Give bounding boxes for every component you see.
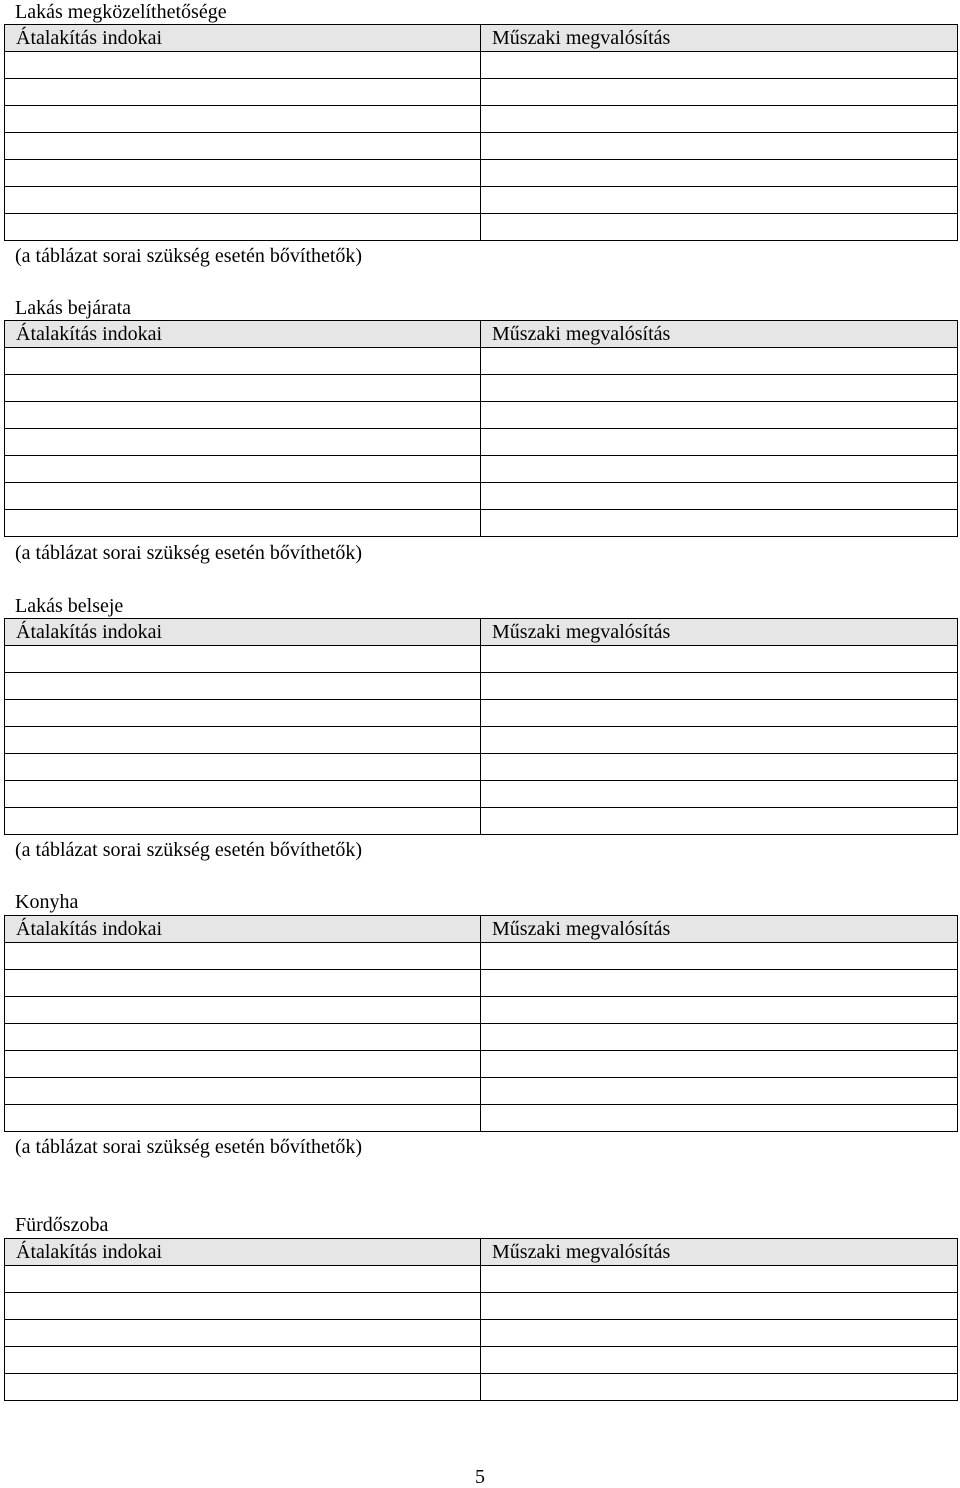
technical-cell[interactable]	[481, 133, 958, 160]
table-header-row	[5, 619, 958, 646]
page-number: 5	[475, 1466, 485, 1488]
header-technical: Műszaki megvalósítás	[481, 25, 958, 52]
table-row[interactable]	[5, 1320, 958, 1347]
table-row[interactable]	[5, 483, 958, 510]
technical-cell[interactable]	[481, 1347, 958, 1374]
technical-cell[interactable]	[481, 700, 958, 727]
table-row[interactable]	[5, 646, 958, 673]
table-note: (a táblázat sorai szükség esetén bővíthetők)	[15, 839, 363, 861]
table-row[interactable]	[5, 402, 958, 429]
reason-cell[interactable]	[5, 781, 481, 808]
section-title: Konyha	[15, 891, 79, 913]
table-row[interactable]	[5, 1105, 958, 1132]
technical-cell[interactable]	[481, 1105, 958, 1132]
reason-cell[interactable]	[5, 943, 481, 970]
form-table	[4, 1238, 958, 1401]
technical-cell[interactable]	[481, 187, 958, 214]
technical-cell[interactable]	[481, 106, 958, 133]
header-reasons: Átalakítás indokai	[5, 321, 481, 348]
form-table	[4, 618, 958, 835]
reason-cell[interactable]	[5, 646, 481, 673]
reason-cell[interactable]	[5, 1024, 481, 1051]
table-note: (a táblázat sorai szükség esetén bővíthetők)	[15, 245, 363, 267]
technical-cell[interactable]	[481, 429, 958, 456]
reason-cell[interactable]	[5, 673, 481, 700]
table-row[interactable]	[5, 1374, 958, 1401]
reason-cell[interactable]	[5, 1051, 481, 1078]
technical-cell[interactable]	[481, 646, 958, 673]
form-table	[4, 915, 958, 1132]
reason-cell[interactable]	[5, 970, 481, 997]
table-row[interactable]	[5, 700, 958, 727]
reason-cell[interactable]	[5, 727, 481, 754]
reason-cell[interactable]	[5, 1266, 481, 1293]
section-title: Lakás belseje	[15, 595, 124, 617]
table-row[interactable]	[5, 348, 958, 375]
table-row[interactable]	[5, 1293, 958, 1320]
header-technical: Műszaki megvalósítás	[481, 619, 958, 646]
table-row[interactable]	[5, 429, 958, 456]
table-note: (a táblázat sorai szükség esetén bővíthetők)	[15, 1136, 363, 1158]
technical-cell[interactable]	[481, 1374, 958, 1401]
header-technical: Műszaki megvalósítás	[481, 916, 958, 943]
table-row[interactable]	[5, 106, 958, 133]
table-row[interactable]	[5, 160, 958, 187]
table-row[interactable]	[5, 510, 958, 537]
technical-cell[interactable]	[481, 727, 958, 754]
reason-cell[interactable]	[5, 214, 481, 241]
header-reasons: Átalakítás indokai	[5, 1239, 481, 1266]
reason-cell[interactable]	[5, 700, 481, 727]
header-reasons: Átalakítás indokai	[5, 619, 481, 646]
technical-cell[interactable]	[481, 402, 958, 429]
technical-cell[interactable]	[481, 52, 958, 79]
table-header-row	[5, 1239, 958, 1266]
table-row[interactable]	[5, 673, 958, 700]
technical-cell[interactable]	[481, 808, 958, 835]
table-row[interactable]	[5, 997, 958, 1024]
reason-cell[interactable]	[5, 1078, 481, 1105]
table-row[interactable]	[5, 808, 958, 835]
section-title: Lakás bejárata	[15, 297, 132, 319]
table-row[interactable]	[5, 79, 958, 106]
technical-cell[interactable]	[481, 970, 958, 997]
table-row[interactable]	[5, 1024, 958, 1051]
table-row[interactable]	[5, 214, 958, 241]
reason-cell[interactable]	[5, 808, 481, 835]
reason-cell[interactable]	[5, 1320, 481, 1347]
technical-cell[interactable]	[481, 1024, 958, 1051]
form-table	[4, 24, 958, 241]
reason-cell[interactable]	[5, 456, 481, 483]
technical-cell[interactable]	[481, 1078, 958, 1105]
form-table	[4, 320, 958, 537]
table-row[interactable]	[5, 943, 958, 970]
table-header-row	[5, 25, 958, 52]
table-row[interactable]	[5, 187, 958, 214]
table-row[interactable]	[5, 781, 958, 808]
technical-cell[interactable]	[481, 997, 958, 1024]
technical-cell[interactable]	[481, 483, 958, 510]
technical-cell[interactable]	[481, 348, 958, 375]
technical-cell[interactable]	[481, 160, 958, 187]
reason-cell[interactable]	[5, 402, 481, 429]
reason-cell[interactable]	[5, 1293, 481, 1320]
reason-cell[interactable]	[5, 483, 481, 510]
reason-cell[interactable]	[5, 133, 481, 160]
reason-cell[interactable]	[5, 510, 481, 537]
section-title: Fürdőszoba	[15, 1214, 109, 1236]
technical-cell[interactable]	[481, 214, 958, 241]
table-row[interactable]	[5, 1347, 958, 1374]
technical-cell[interactable]	[481, 754, 958, 781]
reason-cell[interactable]	[5, 997, 481, 1024]
technical-cell[interactable]	[481, 673, 958, 700]
reason-cell[interactable]	[5, 52, 481, 79]
technical-cell[interactable]	[481, 510, 958, 537]
header-reasons: Átalakítás indokai	[5, 25, 481, 52]
reason-cell[interactable]	[5, 754, 481, 781]
table-header-row	[5, 321, 958, 348]
table-row[interactable]	[5, 375, 958, 402]
technical-cell[interactable]	[481, 1293, 958, 1320]
header-technical: Műszaki megvalósítás	[481, 321, 958, 348]
table-row[interactable]	[5, 1078, 958, 1105]
reason-cell[interactable]	[5, 187, 481, 214]
technical-cell[interactable]	[481, 943, 958, 970]
table-row[interactable]	[5, 727, 958, 754]
table-row[interactable]	[5, 1266, 958, 1293]
technical-cell[interactable]	[481, 1320, 958, 1347]
technical-cell[interactable]	[481, 1051, 958, 1078]
table-row[interactable]	[5, 1051, 958, 1078]
reason-cell[interactable]	[5, 1374, 481, 1401]
table-row[interactable]	[5, 52, 958, 79]
reason-cell[interactable]	[5, 160, 481, 187]
reason-cell[interactable]	[5, 348, 481, 375]
table-note: (a táblázat sorai szükség esetén bővíthetők)	[15, 542, 363, 564]
table-header-row	[5, 916, 958, 943]
reason-cell[interactable]	[5, 79, 481, 106]
reason-cell[interactable]	[5, 429, 481, 456]
reason-cell[interactable]	[5, 375, 481, 402]
reason-cell[interactable]	[5, 106, 481, 133]
table-row[interactable]	[5, 133, 958, 160]
technical-cell[interactable]	[481, 375, 958, 402]
technical-cell[interactable]	[481, 79, 958, 106]
table-row[interactable]	[5, 970, 958, 997]
reason-cell[interactable]	[5, 1105, 481, 1132]
technical-cell[interactable]	[481, 456, 958, 483]
header-reasons: Átalakítás indokai	[5, 916, 481, 943]
technical-cell[interactable]	[481, 1266, 958, 1293]
reason-cell[interactable]	[5, 1347, 481, 1374]
technical-cell[interactable]	[481, 781, 958, 808]
table-row[interactable]	[5, 456, 958, 483]
table-row[interactable]	[5, 754, 958, 781]
section-title: Lakás megközelíthetősége	[15, 1, 227, 23]
header-technical: Műszaki megvalósítás	[481, 1239, 958, 1266]
